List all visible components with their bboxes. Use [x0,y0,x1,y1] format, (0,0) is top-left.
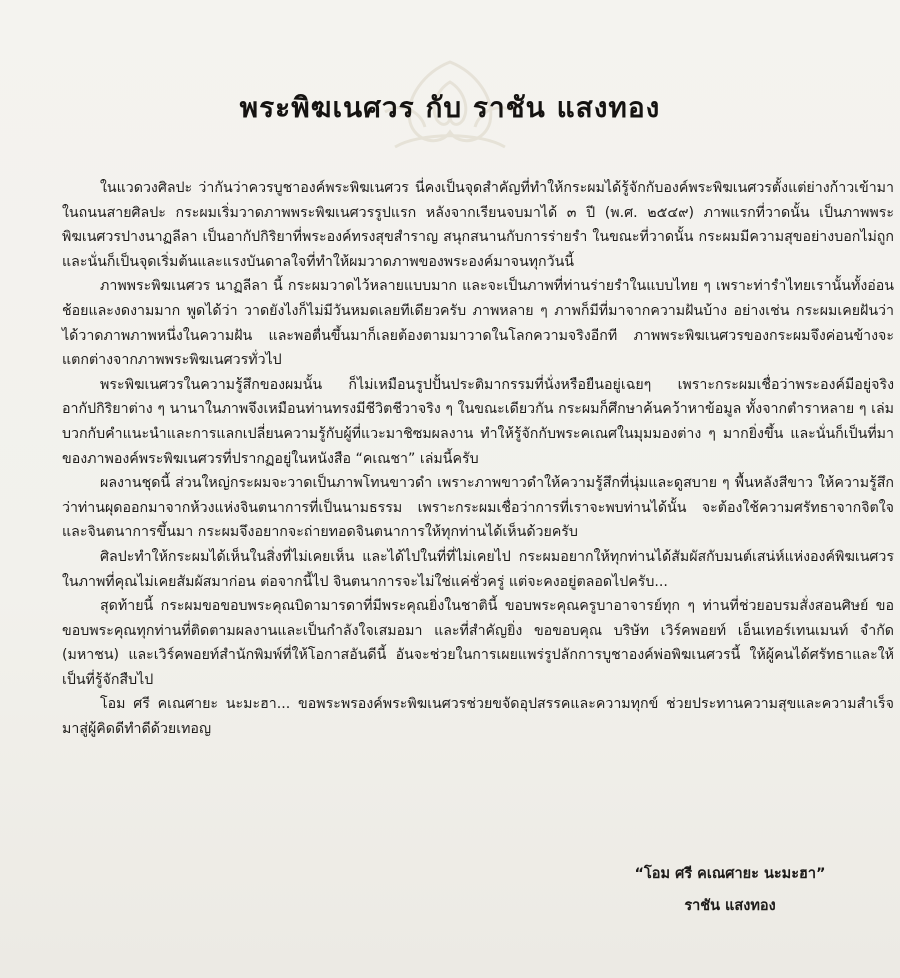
paragraph: โอม ศรี คเณศายะ นะมะฮา... ขอพระพรองค์พระพิฆเนศวรช่วยขจัดอุปสรรคและความทุกข์ ช่วยประทานความสุขและความสำเร็จมาสู่ผู้คิดดีทำดีด้วยเทอญ [62,696,894,738]
body-text [62,176,894,742]
paragraph: สุดท้ายนี้ กระผมขอขอบพระคุณบิดามารดาที่มีพระคุณยิ่งในชาตินี้ ขอบพระคุณครูบาอาจารย์ทุก ๆ ท่านที่ช่วยอบรมสั่งสอนศิษย์ ขอขอบพระคุณทุกท่านที่ติดตามผลงานและเป็นกำลังใจเสมอมา และที่สำคัญยิ่ง ขอขอบคุณ บริษัท เวิร์คพอยท์ เอ็นเทอร์เทนเมนท์ จำกัด (มหาชน) และเวิร์คพอยท์สำนักพิมพ์ที่ให้โอกาสอันดีนี้ อันจะช่วยในการเผยแพร่รูปลักการบูชาองค์พ่อพิฆเนศวรนี้ ให้ผู้คนได้ศรัทธาและให้เป็นที่รู้จักสืบไป [62,598,894,688]
paragraph: ศิลปะทำให้กระผมได้เห็นในสิ่งที่ไม่เคยเห็น และได้ไปในที่ที่ไม่เคยไป กระผมอยากให้ทุกท่านได้สัมผัสกับมนต์เสน่ห์แห่งองค์พิฆเนศวรในภาพที่คุณไม่เคยสัมผัสมาก่อน ต่อจากนี้ไป จินตนาการจะไม่ใช่แค่ชั่วครู่ แต่จะคงอยู่ตลอดไปครับ... [62,548,894,590]
paragraph: ในแวดวงศิลปะ ว่ากันว่าควรบูชาองค์พระพิฆเนศวร นี่คงเป็นจุดสำคัญที่ทำให้กระผมได้รู้จักกับองค์พระพิฆเนศวรตั้งแต่ย่างก้าวเข้ามาในถนนสายศิลปะ กระผมเริ่มวาดภาพพระพิฆเนศวรรูปแรก หลังจากเรียนจบมาได้ ๓ ปี (พ.ศ. ๒๕๔๙) ภาพแรกที่วาดนั้น เป็นภาพพระพิฆเนศวรปางนาฏลีลา เป็นอากัปกิริยาที่พระองค์ทรงสุขสำราญ สนุกสนานกับการร่ายรำ ในขณะที่วาดนั้น กระผมมีความสุขอย่างบอกไม่ถูก และนั่นก็เป็นจุดเริ่มต้นและแรงบันดาลใจที่ทำให้ผมวาดภาพของพระองค์มาจนทุกวันนี้ [62,180,894,270]
paragraph: ภาพพระพิฆเนศวร นาฏลีลา นี้ กระผมวาดไว้หลายแบบมาก และจะเป็นภาพที่ท่านร่ายรำในแบบไทย ๆ เพราะท่ารำไทยเรานั้นทั้งอ่อนช้อยและงดงามมาก พูดได้ว่า วาดยังไงก็ไม่มีวันหมดเลยทีเดียวครับ ภาพหลาย ๆ ภาพก็มีที่มาจากความฝันบ้าง อย่างเช่น กระผมเคยฝันว่าได้วาดภาพภาพหนึ่งในความฝัน และพอตื่นขึ้นมาก็เลยต้องตามมาวาดในโลกความจริงอีกที ภาพพระพิฆเนศวรของกระผมจึงค่อนข้างจะแตกต่างจากภาพพระพิฆเนศวรทั่วไป [62,278,894,369]
author-signature: ราชัน แสงทอง [684,898,776,914]
page-title: พระพิฆเนศวร กับ ราชัน แสงทอง [239,91,661,124]
paragraph: ผลงานชุดนี้ ส่วนใหญ่กระผมจะวาดเป็นภาพโทนขาวดำ เพราะภาพขาวดำให้ความรู้สึกที่นุ่มและดูสบาย ๆ พื้นหลังสีขาว ให้ความรู้สึกว่าท่านผุดออกมาจากห้วงแห่งจินตนาการที่เป็นนามธรรม เพราะกระผมเชื่อว่าการที่เราจะพบท่านได้นั้น จะต้องใช้ความศรัทธาจากจิตใจและจินตนาการขึ้นมา กระผมจึงอยากจะถ่ายทอดจินตนาการให้ทุกท่านได้เห็นด้วยครับ [62,475,894,541]
paragraph: พระพิฆเนศวรในความรู้สึกของผมนั้น ก็ไม่เหมือนรูปปั้นประติมากรรมที่นั่งหรือยืนอยู่เฉยๆ เพราะกระผมเชื่อว่าพระองค์มีอยู่จริงอากัปกิริยาต่าง ๆ นานาในภาพจึงเหมือนท่านทรงมีชีวิตชีวาจริง ๆ ในขณะเดียวกัน กระผมก็ศึกษาค้นคว้าหาข้อมูล ทั้งจากตำราหลาย ๆ เล่มบวกกับคำแนะนำและการแลกเปลี่ยนความรู้กับผู้ที่แวะมาชิซมผลงาน ทำให้รู้จักกับพระคเณศในมุมมองต่าง ๆ มากยิ่งขึ้น และนั่นก็เป็นที่มาของภาพองค์พระพิฆเนศวรที่ปรากฏอยู่ในหนังสือ “คเณชา” เล่มนี้ครับ [62,376,894,467]
closing-quote: “โอม ศรี คเณศายะ นะมะฮา” [634,866,826,882]
